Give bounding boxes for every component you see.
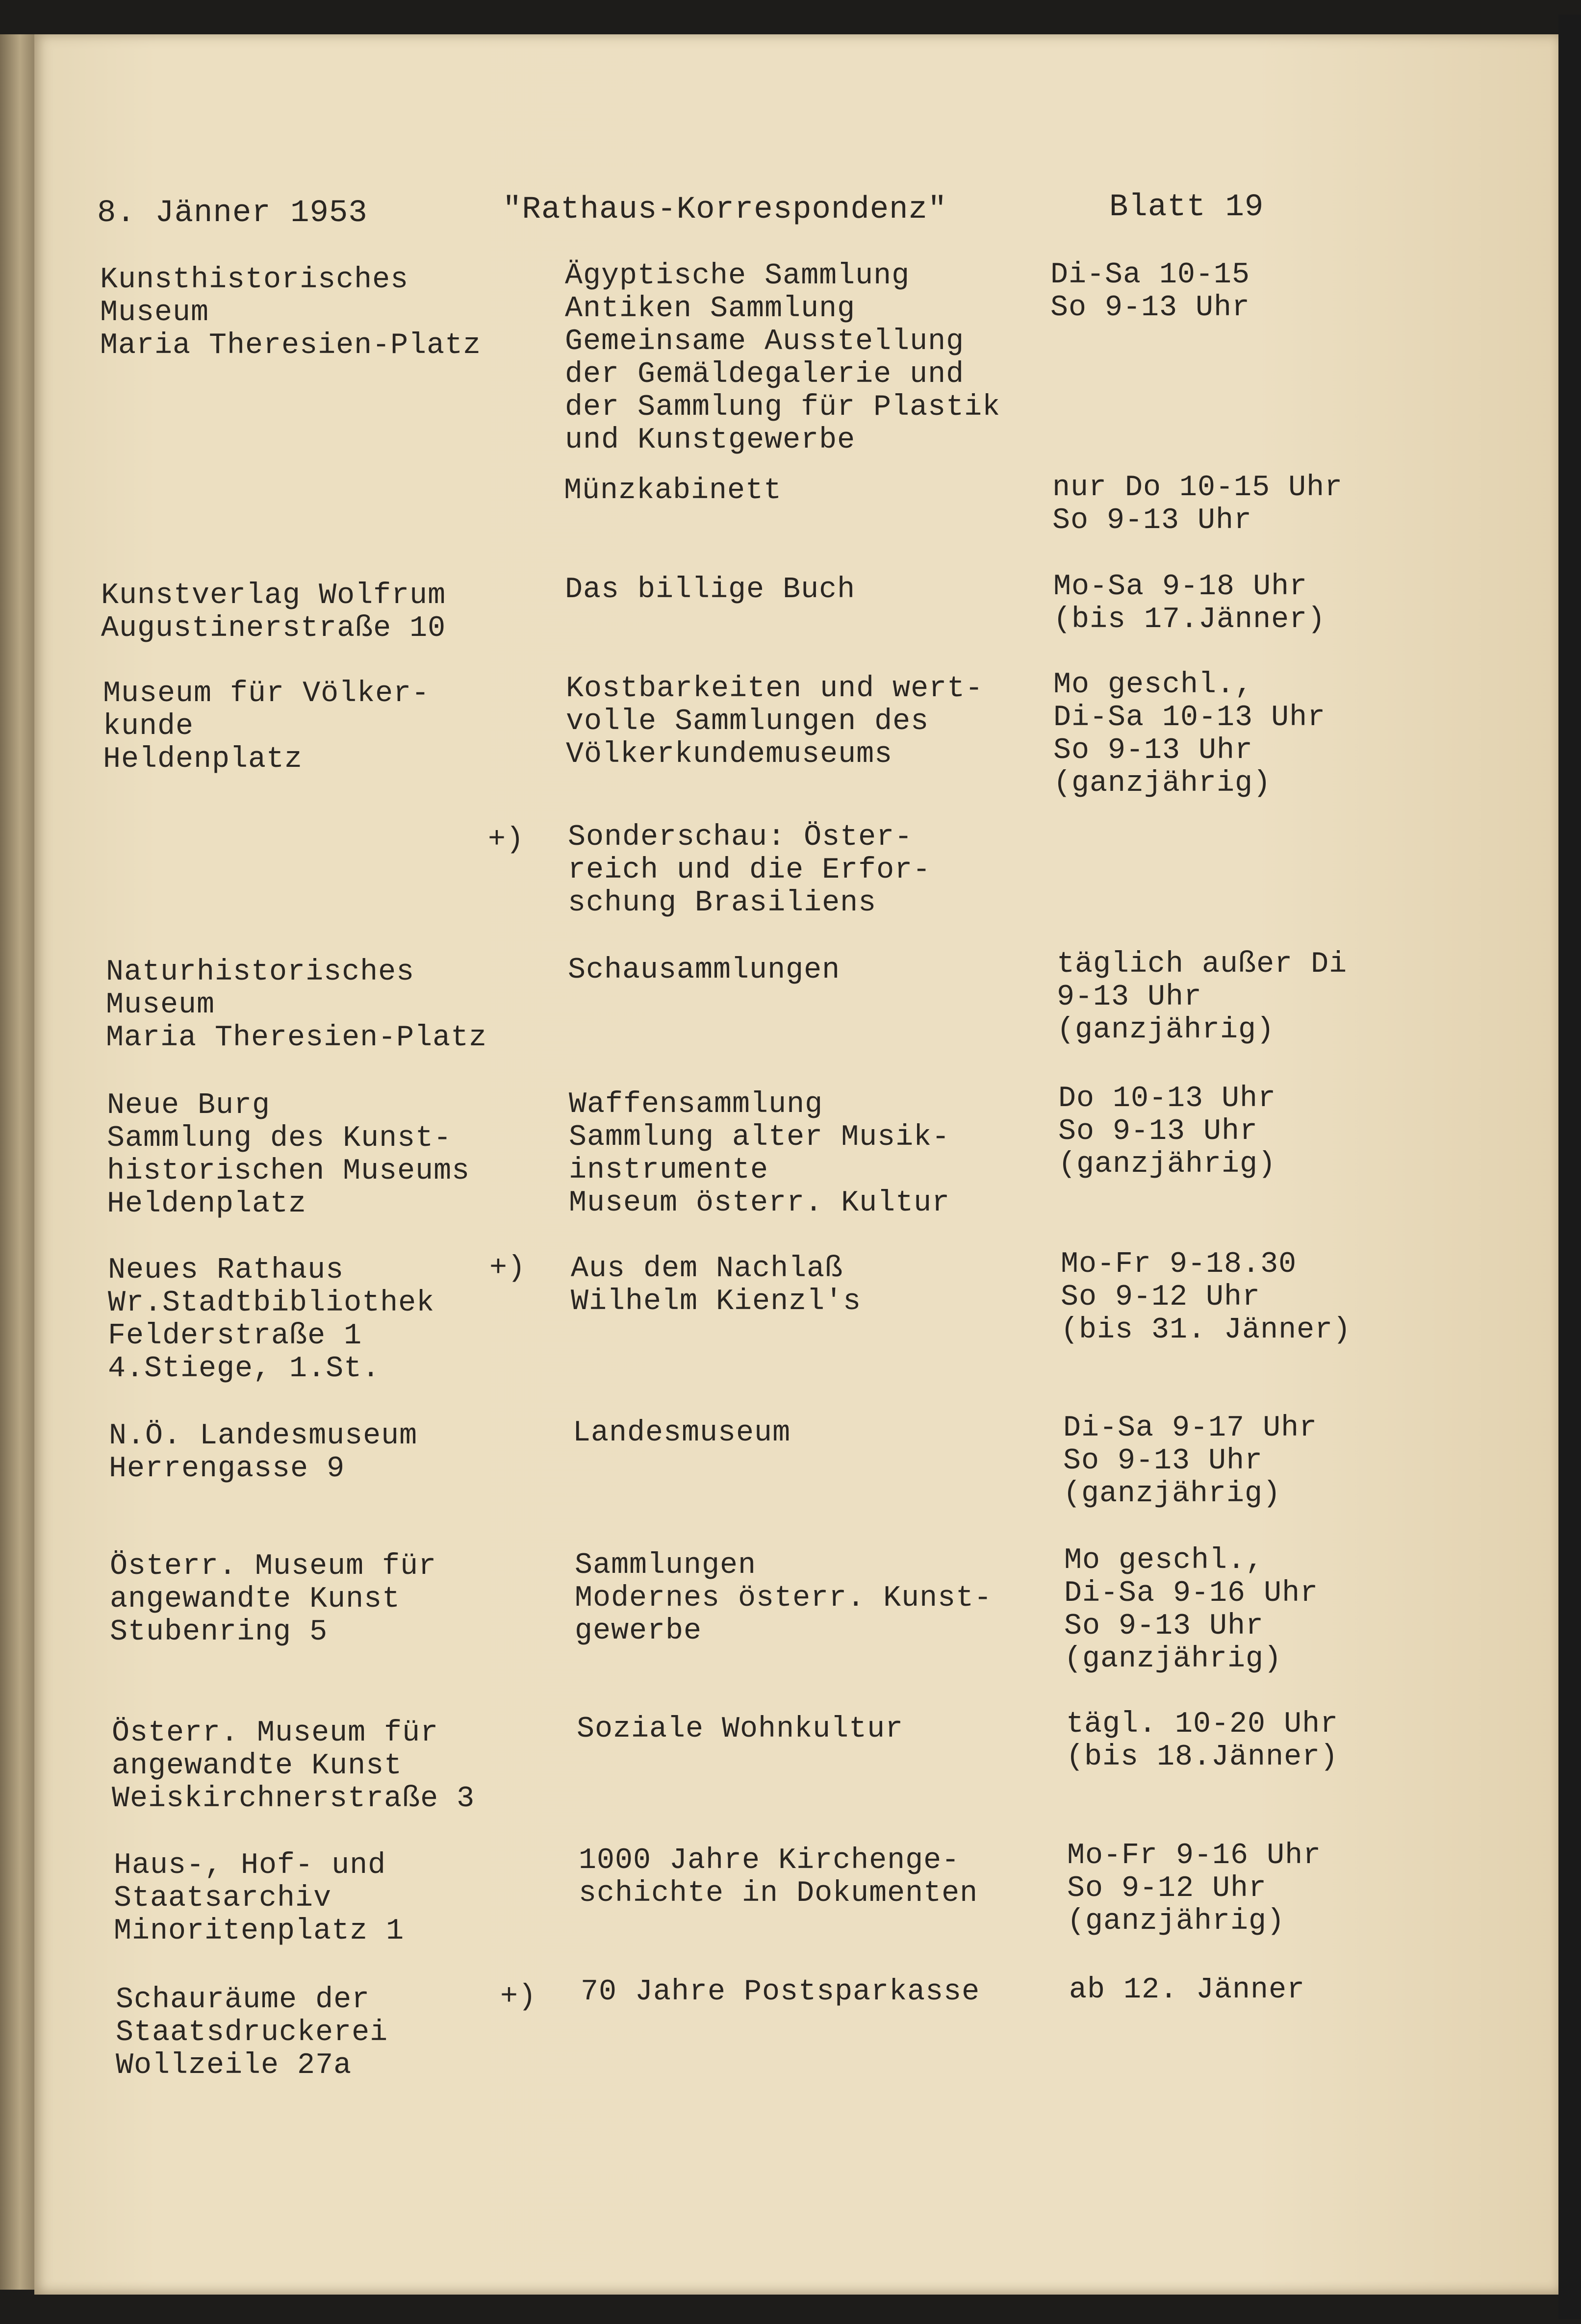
- entry-location: Naturhistorisches Museum Maria Theresien-Platz: [106, 956, 487, 1055]
- entry-marker: +): [488, 823, 525, 857]
- entry-marker: +): [500, 1980, 537, 2014]
- opening-hours: Do 10-13 Uhr So 9-13 Uhr (ganzjährig): [1058, 1082, 1276, 1181]
- exhibition-title: Ägyptische Sammlung Antiken Sammlung Gemeinsame Ausstellung der Gemäldegalerie und der Sammlung für Plastik und Kunstgewerbe: [565, 259, 1001, 457]
- opening-hours: Mo-Fr 9-18.30 So 9-12 Uhr (bis 31. Jänner): [1061, 1248, 1352, 1347]
- opening-hours: Di-Sa 10-15 So 9-13 Uhr: [1050, 258, 1250, 325]
- opening-hours: Mo geschl., Di-Sa 9-16 Uhr So 9-13 Uhr (ganzjährig): [1064, 1544, 1319, 1676]
- exhibition-title: Kostbarkeiten und wert- volle Sammlungen des Völkerkundemuseums: [566, 672, 984, 771]
- header-date: 8. Jänner 1953: [97, 196, 368, 231]
- exhibition-title: Waffensammlung Sammlung alter Musik- instrumente Museum österr. Kultur: [569, 1088, 950, 1220]
- exhibition-title: Das billige Buch: [565, 573, 856, 606]
- opening-hours: Mo-Fr 9-16 Uhr So 9-12 Uhr (ganzjährig): [1067, 1839, 1322, 1938]
- entry-location: Schauräume der Staatsdruckerei Wollzeile 27a: [116, 1983, 388, 2082]
- opening-hours: tägl. 10-20 Uhr (bis 18.Jänner): [1066, 1708, 1339, 1774]
- opening-hours: täglich außer Di 9-13 Uhr (ganzjährig): [1057, 948, 1348, 1047]
- facing-page-edge: [0, 34, 36, 2290]
- opening-hours: nur Do 10-15 Uhr So 9-13 Uhr: [1052, 471, 1343, 537]
- opening-hours: ab 12. Jänner: [1069, 1973, 1305, 2007]
- opening-hours: Mo-Sa 9-18 Uhr (bis 17.Jänner): [1053, 570, 1326, 636]
- exhibition-title: 70 Jahre Postsparkasse: [581, 1975, 980, 2009]
- header-publication: "Rathaus-Korrespondenz": [503, 192, 947, 227]
- exhibition-title: 1000 Jahre Kirchenge- schichte in Dokumenten: [579, 1844, 978, 1910]
- entry-marker: +): [489, 1252, 526, 1285]
- entry-location: Museum für Völker- kunde Heldenplatz: [103, 677, 430, 776]
- exhibition-title: Landesmuseum: [573, 1416, 791, 1450]
- entry-location: Neue Burg Sammlung des Kunst- historischen Museums Heldenplatz: [107, 1089, 470, 1221]
- opening-hours: Di-Sa 9-17 Uhr So 9-13 Uhr (ganzjährig): [1063, 1412, 1318, 1511]
- exhibition-title: Soziale Wohnkultur: [577, 1713, 904, 1746]
- exhibition-title: Aus dem Nachlaß Wilhelm Kienzl's: [571, 1252, 862, 1318]
- header-sheet-number: Blatt 19: [1109, 190, 1264, 225]
- exhibition-title: Schausammlungen: [568, 954, 841, 987]
- entry-location: Neues Rathaus Wr.Stadtbibliothek Felderstraße 1 4.Stiege, 1.St.: [108, 1254, 435, 1386]
- scan-background-edge: [1558, 15, 1581, 2319]
- entry-location: Österr. Museum für angewandte Kunst Stubenring 5: [110, 1550, 437, 1649]
- exhibition-title: Münzkabinett: [564, 474, 782, 507]
- entry-location: Kunstverlag Wolfrum Augustinerstraße 10: [101, 579, 446, 645]
- opening-hours: Mo geschl., Di-Sa 10-13 Uhr So 9-13 Uhr (ganzjährig): [1053, 668, 1326, 800]
- entry-location: Kunsthistorisches Museum Maria Theresien-Platz: [100, 263, 482, 362]
- exhibition-title: Sonderschau: Öster- reich und die Erfor- schung Brasiliens: [568, 821, 931, 920]
- entry-location: Österr. Museum für angewandte Kunst Weiskirchnerstraße 3: [112, 1717, 475, 1816]
- entry-location: N.Ö. Landesmuseum Herrengasse 9: [109, 1419, 418, 1486]
- exhibition-title: Sammlungen Modernes österr. Kunst- gewerbe: [575, 1549, 993, 1648]
- entry-location: Haus-, Hof- und Staatsarchiv Minoritenplatz 1: [114, 1849, 405, 1948]
